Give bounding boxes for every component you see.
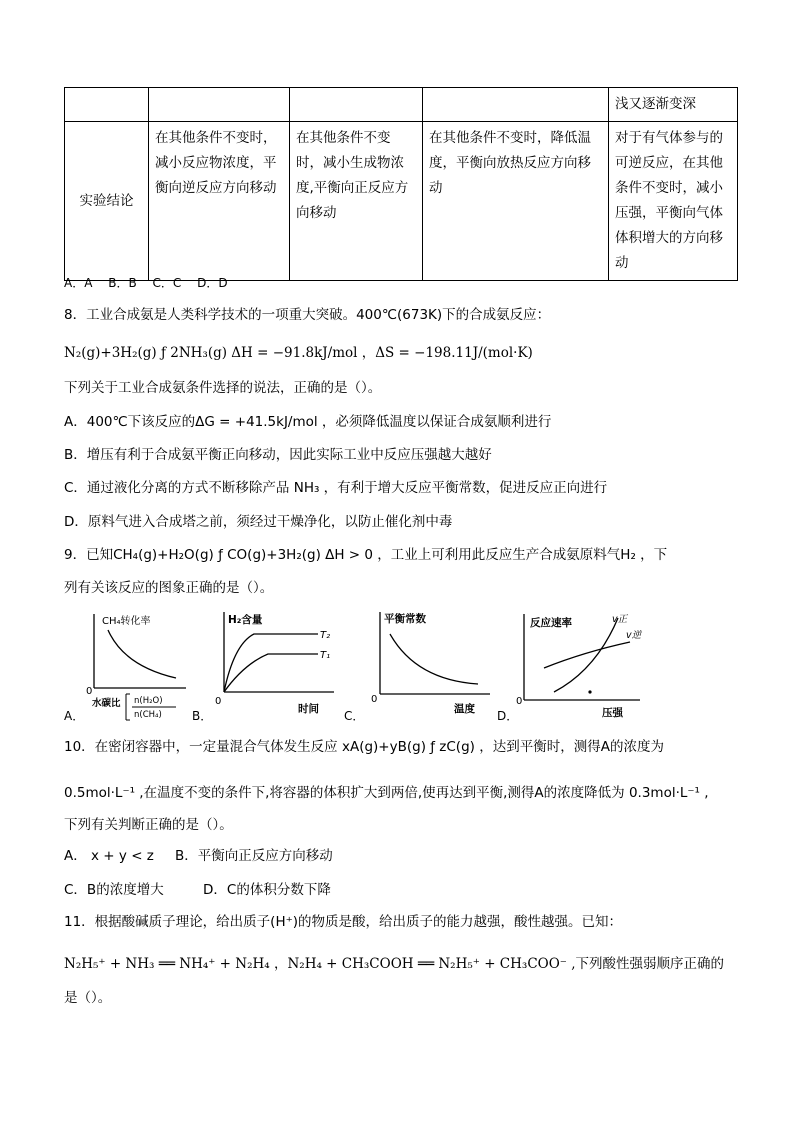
- graph-c-svg: [366, 608, 496, 718]
- experiment-table: [64, 87, 738, 281]
- q8-stem: 8．工业合成氨是人类科学技术的一项重大突破。400℃(673K)下的合成氨反应：: [64, 307, 551, 323]
- q10-stem-line2: 0.5mol·L⁻¹ ,在温度不变的条件下,将容器的体积扩大到两倍,使再达到平衡,测得A的浓度降低为 0.3mol·L⁻¹ ,: [64, 785, 709, 801]
- graph-a-curve: [108, 630, 176, 678]
- q8-question: 下列关于工业合成氨条件选择的说法，正确的是（）。: [64, 380, 382, 396]
- q8-option-d: D．原料气进入合成塔之前，须经过干燥净化，以防止催化剂中毒: [64, 514, 453, 530]
- q10-option-c: C．B的浓度增大: [64, 882, 164, 898]
- graph-d-svg: [514, 608, 644, 718]
- graph-d-label-vni: v逆: [626, 630, 642, 641]
- graph-d-dot: [588, 690, 591, 693]
- table-cell: 浅又逐渐变深: [609, 88, 738, 122]
- table-cell: 在其他条件不变时，减小反应物浓度，平衡向逆反应方向移动: [149, 122, 290, 281]
- q10-option-a: A． x + y < z: [64, 848, 154, 864]
- graph-a-frac-den: n(CH₄): [134, 710, 162, 720]
- graph-d-letter: D．: [497, 709, 519, 723]
- graph-a-origin: 0: [86, 686, 93, 697]
- table-row: [65, 88, 738, 122]
- graph-d-curve-vni: [544, 642, 630, 668]
- graph-d-ylabel: 反应速率: [530, 617, 572, 629]
- graph-c-ylabel: 平衡常数: [384, 613, 426, 625]
- graph-c-curve: [390, 634, 478, 684]
- graph-b-label-t2: T₂: [320, 630, 331, 641]
- q10-option-d: D．C的体积分数下降: [203, 882, 331, 898]
- q7-options: A．A B．B C．C D．D: [64, 276, 228, 290]
- q10-option-b: B．平衡向正反应方向移动: [175, 848, 333, 864]
- graph-a-bracket: [126, 694, 130, 720]
- table-cell: [65, 88, 149, 122]
- graph-c-xlabel: 温度: [454, 703, 475, 715]
- graph-a-ylabel: CH₄转化率: [102, 616, 151, 627]
- graph-b-ylabel: H₂含量: [228, 614, 263, 626]
- graph-c-origin: 0: [371, 694, 378, 705]
- table-cell: [149, 88, 290, 122]
- graph-d-origin: 0: [516, 696, 523, 707]
- q10-stem-line3: 下列有关判断正确的是（）。: [64, 817, 233, 833]
- graph-d-label-vzheng: v正: [612, 614, 628, 625]
- graph-b-svg: [210, 608, 340, 718]
- graph-a-frac-num: n(H₂O): [134, 696, 163, 706]
- table-cell: [290, 88, 423, 122]
- graph-b-curve-t1: [224, 654, 318, 692]
- graph-d: [514, 608, 644, 718]
- graph-b: [210, 608, 340, 718]
- graph-d-curve-vzheng: [554, 618, 618, 692]
- graph-c-letter: C．: [344, 709, 365, 723]
- graph-a-xlabel: 水碳比: [92, 698, 121, 709]
- q9-stem-line1: 9．已知CH₄(g)+H₂O(g) ƒ CO(g)+3H₂(g) ΔH > 0 ，工业上可利用此反应生产合成氨原料气H₂ ，下: [64, 547, 668, 563]
- graph-b-origin: 0: [215, 696, 222, 707]
- table-cell: 在其他条件不变时，减小生成物浓度,平衡向正反应方向移动: [290, 122, 423, 281]
- q8-equation: N₂(g)+3H₂(g) ƒ 2NH₃(g) ΔH = −91.8kJ/mol ，ΔS = −198.11J/(mol·K): [64, 345, 533, 361]
- graph-d-xlabel: 压强: [602, 707, 623, 718]
- q8-option-b: B．增压有利于合成氨平衡正向移动，因此实际工业中反应压强越大越好: [64, 447, 492, 463]
- q8-option-c: C．通过液化分离的方式不断移除产品 NH₃ ，有利于增大反应平衡常数，促进反应正向进行: [64, 480, 608, 496]
- q8-option-a: A．400℃下该反应的ΔG = +41.5kJ/mol ，必须降低温度以保证合成氨顺利进行: [64, 414, 552, 430]
- q11-stem: 11．根据酸碱质子理论，给出质子(H⁺)的物质是酸，给出质子的能力越强，酸性越强。已知：: [64, 914, 622, 930]
- q11-tail: 是（）。: [64, 990, 112, 1006]
- table-cell: 在其他条件不变时，降低温度，平衡向放热反应方向移动: [423, 122, 609, 281]
- graph-b-label-t1: T₁: [320, 650, 331, 661]
- graph-b-letter: B．: [192, 709, 213, 723]
- table-cell: [423, 88, 609, 122]
- conclusion-label: 实验结论: [65, 122, 149, 281]
- graph-a-letter: A．: [64, 709, 85, 723]
- table-row: [65, 122, 738, 281]
- q11-equation: N₂H₅⁺ + NH₃ ══ NH₄⁺ + N₂H₄ ，N₂H₄ + CH₃COOH ══ N₂H₅⁺ + CH₃COO⁻ ,下列酸性强弱顺序正确的: [64, 956, 724, 972]
- graph-b-xlabel: 时间: [298, 703, 319, 715]
- table-cell: 对于有气体参与的可逆反应，在其他条件不变时，减小压强，平衡向气体体积增大的方向移动: [609, 122, 738, 281]
- q10-stem-line1: 10．在密闭容器中，一定量混合气体发生反应 xA(g)+yB(g) ƒ zC(g) ，达到平衡时，测得A的浓度为: [64, 739, 664, 755]
- q9-stem-line2: 列有关该反应的图象正确的是（）。: [64, 580, 274, 596]
- graph-c: [366, 608, 496, 718]
- graph-b-curve-t2: [224, 634, 318, 692]
